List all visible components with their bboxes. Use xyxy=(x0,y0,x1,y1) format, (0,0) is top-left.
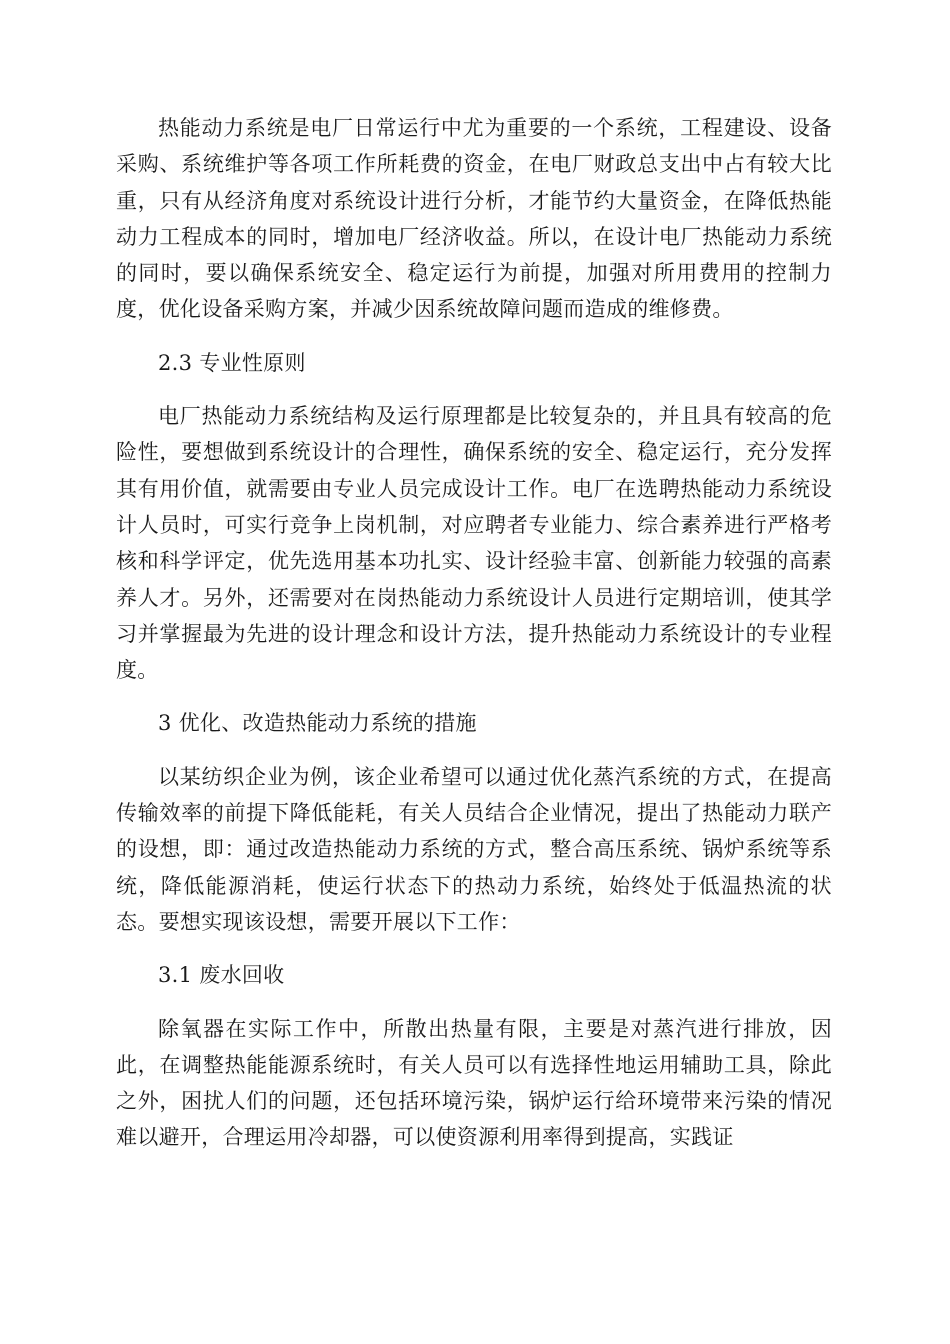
section-heading-3: 3 优化、改造热能动力系统的措施 xyxy=(158,711,477,736)
section-heading-3-1: 3.1 废水回收 xyxy=(158,963,285,988)
paragraph-economic-principle-body: 热能动力系统是电厂日常运行中尤为重要的一个系统，工程建设、设备采购、系统维护等各项工作所耗费的资金，在电厂财政总支出中占有较大比重，只有从经济角度对系统设计进行分析，才能节约大量资金，在降低热能动力工程成本的同时，增加电厂经济收益。所以，在设计电厂热能动力系统的同时，要以确保系统安全、稳定运行为前提，加强对所用费用的控制力度，优化设备采购方案，并减少因系统故障问题而造成的维修费。 xyxy=(116,116,832,322)
document-body xyxy=(116,110,832,1173)
paragraph-professional-principle-body: 电厂热能动力系统结构及运行原理都是比较复杂的，并且具有较高的危险性，要想做到系统设计的合理性，确保系统的安全、稳定运行，充分发挥其有用价值，就需要由专业人员完成设计工作。电厂在选聘热能动力系统设计人员时，可实行竞争上岗机制，对应聘者专业能力、综合素养进行严格考核和科学评定，优先选用基本功扎实、设计经验丰富、创新能力较强的高素养人才。另外，还需要对在岗热能动力系统设计人员进行定期培训，使其学习并掌握最为先进的设计理念和设计方法，提升热能动力系统设计的专业程度。 xyxy=(116,404,832,683)
section-heading-2-3: 2.3 专业性原则 xyxy=(158,350,306,375)
paragraph-wastewater-recovery-body: 除氧器在实际工作中，所散出热量有限，主要是对蒸汽进行排放，因此，在调整热能能源系统时，有关人员可以有选择性地运用辅助工具，除此之外，困扰人们的问题，还包括环境污染，锅炉运行给环境带来污染的情况难以避开，合理运用冷却器，可以使资源利用率得到提高，实践证 xyxy=(116,1016,832,1150)
paragraph-optimization-measures-body: 以某纺织企业为例，该企业希望可以通过优化蒸汽系统的方式，在提高传输效率的前提下降低能耗，有关人员结合企业情况，提出了热能动力联产的设想，即：通过改造热能动力系统的方式，整合高压系统、锅炉系统等系统，降低能源消耗，使运行状态下的热动力系统，始终处于低温热流的状态。要想实现该设想，需要开展以下工作： xyxy=(116,764,832,934)
